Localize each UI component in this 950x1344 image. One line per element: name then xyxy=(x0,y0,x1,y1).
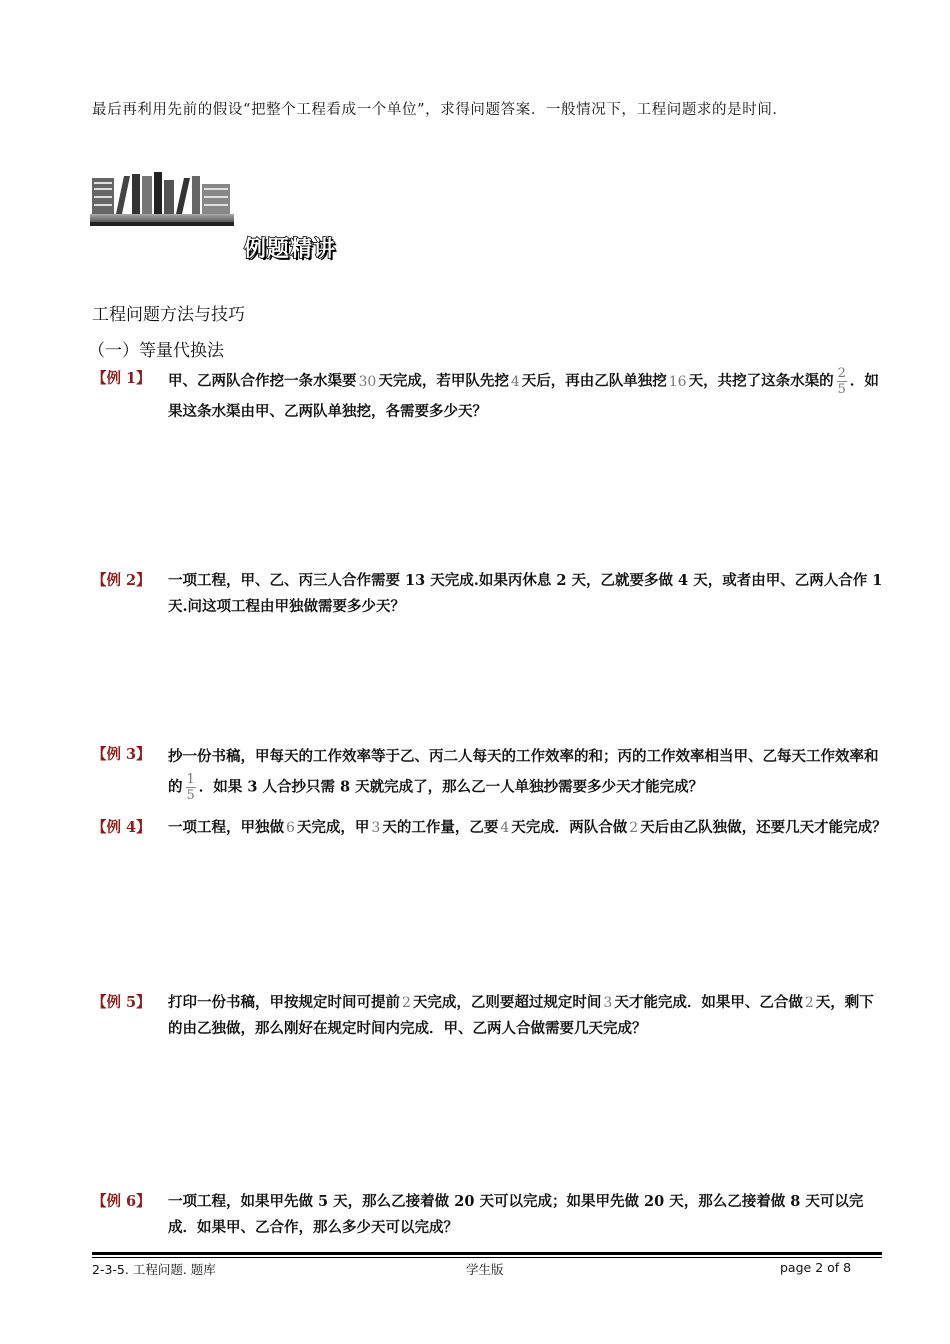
text: 天完成，乙则要超过规定时间 xyxy=(412,994,602,1011)
number: 30 xyxy=(358,373,377,390)
text: 天，共挖了这条水渠的 xyxy=(688,372,834,390)
example-6 xyxy=(92,1189,887,1241)
number: 2 xyxy=(629,820,639,836)
example-label: 【例 2】 xyxy=(92,572,151,589)
text: 天完成．两队合做 xyxy=(511,819,628,836)
text: 天后，再由乙队单独挖 xyxy=(521,372,667,390)
text: 天，剩下的由乙独做，那么刚好在规定时间内完成．甲、乙两人合做需要几天完成？ xyxy=(168,994,874,1037)
number: 3 xyxy=(371,820,381,836)
number: 4 xyxy=(510,373,520,390)
footer-center: 学生版 xyxy=(466,1262,504,1277)
section-banner xyxy=(88,170,368,265)
fraction: $\frac{1}{5}$ xyxy=(186,772,195,803)
example-label: 【例 3】 xyxy=(92,746,151,763)
footer-page-number: page 2 of 8 xyxy=(780,1260,852,1275)
example-label: 【例 6】 xyxy=(92,1193,151,1210)
footer-rule xyxy=(92,1252,882,1255)
example-5 xyxy=(92,990,887,1042)
text: 天才能完成．如果甲、乙合做 xyxy=(614,994,803,1011)
intro-paragraph: 最后再利用先前的假设“把整个工程看成一个单位”，求得问题答案．一般情况下，工程问题求的是时间． xyxy=(92,102,788,118)
books-icon xyxy=(88,170,238,228)
footer-left: 2-3-5. 工程问题. 题库 xyxy=(92,1262,216,1277)
example-text: 一项工程，如果甲先做 5 天，那么乙接着做 20 天可以完成；如果甲先做 20 天，那么乙接着做 8 天可以完成．如果甲、乙合作，那么多少天可以完成？ xyxy=(168,1193,864,1236)
text: 打印一份书稿，甲按规定时间可提前 xyxy=(168,994,400,1011)
number: 2 xyxy=(804,995,814,1011)
example-1 xyxy=(92,366,887,427)
text: 天的工作量，乙要 xyxy=(382,819,499,836)
text: 天完成，若甲队先挖 xyxy=(378,372,509,390)
number: 3 xyxy=(603,995,613,1011)
text: 天后由乙队独做，还要几天才能完成？ xyxy=(640,819,887,836)
example-text: 一项工程，甲、乙、丙三人合作需要 13 天完成.如果丙休息 2 天，乙就要多做 4 天，或者由甲、乙两人合作 1 天.问这项工程由甲独做需要多少天？ xyxy=(168,572,883,615)
text: ．如果这条水渠由甲、乙两队单独挖，各需要多少天？ xyxy=(168,372,879,420)
example-label: 【例 1】 xyxy=(92,370,151,387)
text: 甲、乙两队合作挖一条水渠要 xyxy=(168,372,357,390)
example-2 xyxy=(92,568,887,620)
example-label: 【例 5】 xyxy=(92,994,151,1011)
example-4 xyxy=(92,815,887,841)
text: ．如果 3 人合抄只需 8 天就完成了，那么乙一人单独抄需要多少天才能完成？ xyxy=(198,778,704,796)
text: 抄一份书稿，甲每天的工作效率等于乙、丙二人每天的工作效率的和；丙的工作效率相当甲、乙每天工作效率和的 xyxy=(168,748,879,796)
banner-title: 例题精讲 xyxy=(244,237,337,262)
footer-rule-thin xyxy=(92,1257,882,1258)
fraction: $\frac{2}{5}$ xyxy=(837,366,846,397)
number: 2 xyxy=(402,995,411,1011)
example-label: 【例 4】 xyxy=(92,819,151,836)
example-3 xyxy=(92,742,887,803)
number: 6 xyxy=(286,820,295,836)
number: 4 xyxy=(500,820,510,836)
text: 天完成，甲 xyxy=(296,819,370,836)
section-title: 工程问题方法与技巧 xyxy=(92,305,245,325)
section-subtitle: （一）等量代换法 xyxy=(88,341,224,361)
text: 一项工程，甲独做 xyxy=(168,819,284,836)
number: 16 xyxy=(668,373,687,390)
